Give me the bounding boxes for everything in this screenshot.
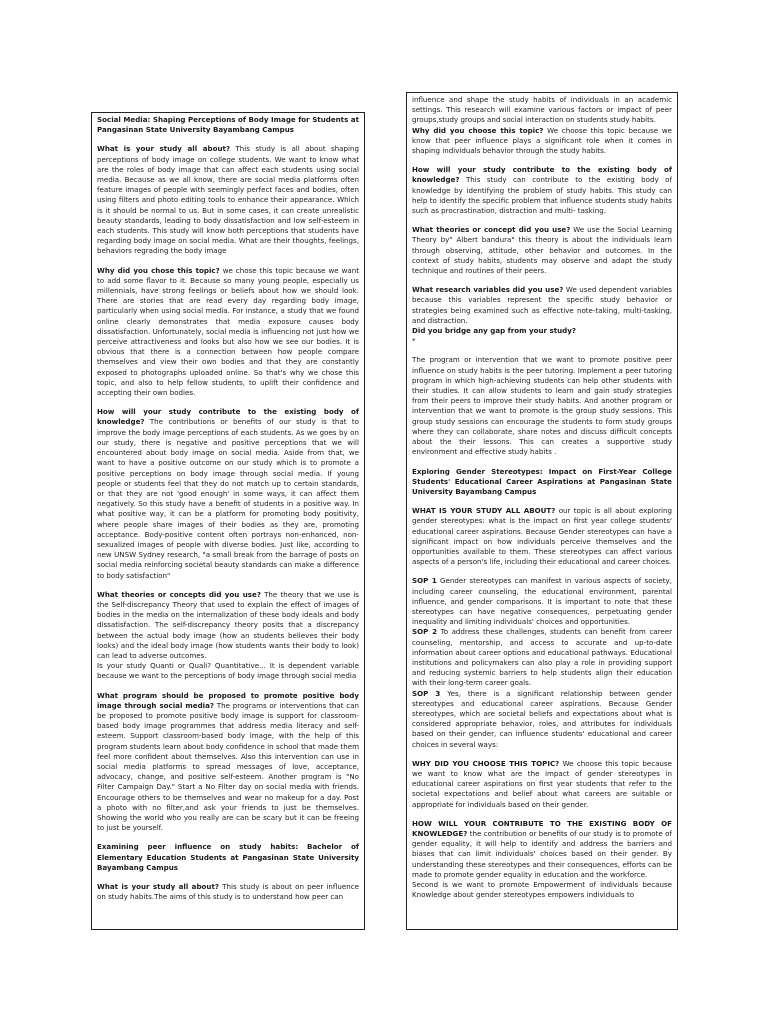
asterisk: *: [412, 336, 416, 346]
paragraph: Second is we want to promote Empowerment of individuals because Knowledge about gender stereotypes empowers individuals to: [412, 880, 672, 900]
paragraph: Why did you chose this topic? we chose this topic because we want to add some flavor to it. Because so many young people, especially us millennials, have strong feelings or beliefs about how we should look. There are stories that are read every day regarding body image, particularly when using social media. For instance, a study that we found online clearly demonstrates that media exposure causes body dissatisfaction. Unfortunately, social media is influencing not just how we perceive attractiveness and looks but also how we see our bodies. It is obvious that there is a connection between how people compare themselves and view their own bodies and that they are constantly exposed to photographs uploaded online. So that's why we chose this topic, and also to help fellow students, to uplift their confidence and accepting their own bodies.: [97, 265, 359, 398]
paragraph: Why did you choose this topic? We choose this topic because we know that peer influence plays a significant role when it comes in shaping individuals behavior through the study habits.: [412, 125, 673, 156]
paragraph: How will your study contribute to the existing body of knowledge? The contributions or benefits of our study is that to improve the body image perceptions of each students. As we goes by on our study, there is negative and positive perceptions that we will encountered about body image on social media. Aside from that, we want to have a positive outcome on our study which is to promote a positive perceptions on body image through social media. If young people or students feel that they do not match up to certain standards, or that they are not 'good enough' in some ways, it can affect them negatively. So this study have a benefit of students in a positive way. In what positive way, it can be a platform for promoting body positivity, where people share images of their bodies as they are, promoting acceptance. Body-positive content often portrays non-enhanced, non-sexualized images of people with diverse bodies. Just like, according to new UNSW Sydney research, "a small break from the barrage of posts on social media reinforcing societal beauty standards can make a difference to body satisfaction": [97, 407, 359, 580]
study-title-3: Exploring Gender Stereotypes: Impact on First-Year College Students' Educational Career Aspirations at Pangasinan State University Bayambang Campus: [412, 466, 672, 496]
paragraph: WHY DID YOU CHOOSE THIS TOPIC? We choose this topic because we want to know what are the impact of gender stereotypes in educational career aspirations on first year students that refer to the societal expectations and belief about what careers are suitable or appropriate for individuals based on their gender.: [412, 758, 672, 809]
paragraph: Is your study Quanti or Quali? Quantitative... It is dependent variable because we want to the perceptions of body image through social media: [97, 661, 359, 681]
paragraph: What theories or concepts did you use? The theory that we use is the Self-discrepancy Theory that used to explain the effect of images of bodies in the media on the internalization of these body ideals and body dissatisfaction. The self-discrepancy theory posits that a discrepancy between the actual body image (how an students believes their body looks) and the ideal body image (how students wants their body to look) can lead to adverse outcomes.: [97, 589, 359, 660]
paragraph-sop3: SOP 3 Yes, there is a significant relationship between gender stereotypes and educational career aspirations. Because Gender stereotypes, which are societal beliefs and expectations about what is considered appropriate behavior, roles, and attributes for individuals based on their gender, can influence students' educational and career choices in several ways:: [412, 688, 673, 749]
paragraph-sop1: SOP 1 Gender stereotypes can manifest in various aspects of society, including career counseling, the educational environment, parental influence, and gender comparisons. It is important to note that these stereotypes can have negative consequences, perpetuating gender inequality and limiting individuals' choices and opportunities.: [412, 576, 673, 627]
paragraph: What research variables did you use? We used dependent variables because this variables represent the specific study behavior or strategies being examined such as effective note-taking, multi-tasking, and distraction.: [412, 285, 672, 325]
paragraph: The program or intervention that we want to promote positive peer influence on study habits is the peer tutoring. Implement a peer tutoring program in which high-achieving students can help other students with their studies. It can allow students to learn and gain study strategies from their peers to improve their study habits. And another program or intervention that we want to promote is the group study sessions. This group study sessions can encourage the students to form study groups where they can collaborate, share notes and discuss difficult concepts about the their lessons. This can creates a supportive study environment and effective study habits .: [412, 355, 672, 457]
right-text-column: [406, 92, 678, 930]
left-text-column: [91, 112, 365, 930]
paragraph: How will your study contribute to the existing body of knowledge? This study can contribute to the existing body of knowledge by identifying the problem of study habits. This study can help to identify the specific problem that influence students study habits such as procrastination, distraction and multi- tasking.: [412, 165, 672, 216]
paragraph: What program should be proposed to promote positive body image through social media? The programs or interventions that can be proposed to promote positive body image is support for classroom-based body image programmes that address media literacy and self-esteem. Support classroom-based body image, with the help of this program students learn about body confidence in school that made them feel more confident about themselves. Also this intervention can use in social media platforms to spread messages of love, acceptance, advocacy, change, and positive self-esteem. Another program is "No Filter Campaign Day." Start a No Filter day on social media with friends. Encourage others to be themselves and wear no makeup for a day. Post a photo with no filter,and ask your friends to just be themselves. Showing the world who you really are can be scary but it can be freeing to just be yourself.: [97, 690, 359, 833]
study-title-1: Social Media: Shaping Perceptions of Body Image for Students at Pangasinan State University Bayambang Campus: [97, 115, 359, 135]
paragraph-sop2: SOP 2 To address these challenges, students can benefit from career counseling, mentorship, and access to accurate and up-to-date information about career options and educational pathways. Educational institutions and policymakers can also play a role in providing support and reducing systemic barriers to help students align their education with their long-term career goals.: [412, 627, 672, 688]
paragraph: WHAT IS YOUR STUDY ALL ABOUT? our topic is all about exploring gender stereotypes: what is the impact on first year college students' educational career aspirations. Because Gender stereotypes can have a significant impact on how individuals perceive themselves and the opportunities available to them. These stereotypes can affect various aspects of a person's life, including their educational and career choices.: [412, 506, 672, 567]
paragraph: What theories or concept did you use? We use the Social Learning Theory by" Albert bandura" this theory is about the individuals learn through observing, attitude, other behavior and outcomes. In the context of study habits, students may observe and adapt the study technique and routines of their peers.: [412, 225, 673, 276]
paragraph: Did you bridge any gap from your study?: [412, 326, 576, 336]
study-title-2: Examining peer influence on study habits: Bachelor of Elementary Education Students at Pangasinan State University Bayambang Campus: [97, 842, 359, 872]
paragraph: influence and shape the study habits of individuals in an academic settings. This research will examine various factors or impact of peer groups,study groups and social interaction on students study habits.: [412, 95, 672, 125]
paragraph: What is your study all about? This study is all about shaping perceptions of body image on college students. We want to know what are the roles of body image that can affect each students using social media. Because as we all know, there are social media platforms often feature images of people with seemingly perfect faces and bodies, often using filters and photo editing tools to enhance their appearance. Which is it should be normal to us. But in some cases, it can create unrealistic beauty standards, leading to body dissatisfaction and low self-esteem in each students. This study will know both perceptions that students have regarding body image on social media. What are their thoughts, feelings, behaviors regrading the body image: [97, 144, 359, 256]
paragraph: HOW WILL YOUR CONTRIBUTE TO THE EXISTING BODY OF KNOWLEDGE? the contribution or benefits of our study is to promote of gender equality, it will help to identify and address the barriers and biases that can limit individuals' choices based on their gender. By understanding these stereotypes and their consequences, efforts can be made to promote gender equality in education and the workforce.: [412, 818, 672, 879]
paragraph: What is your study all about? This study is about on peer influence on study habits.The aims of this study is to understand how peer can: [97, 882, 359, 902]
